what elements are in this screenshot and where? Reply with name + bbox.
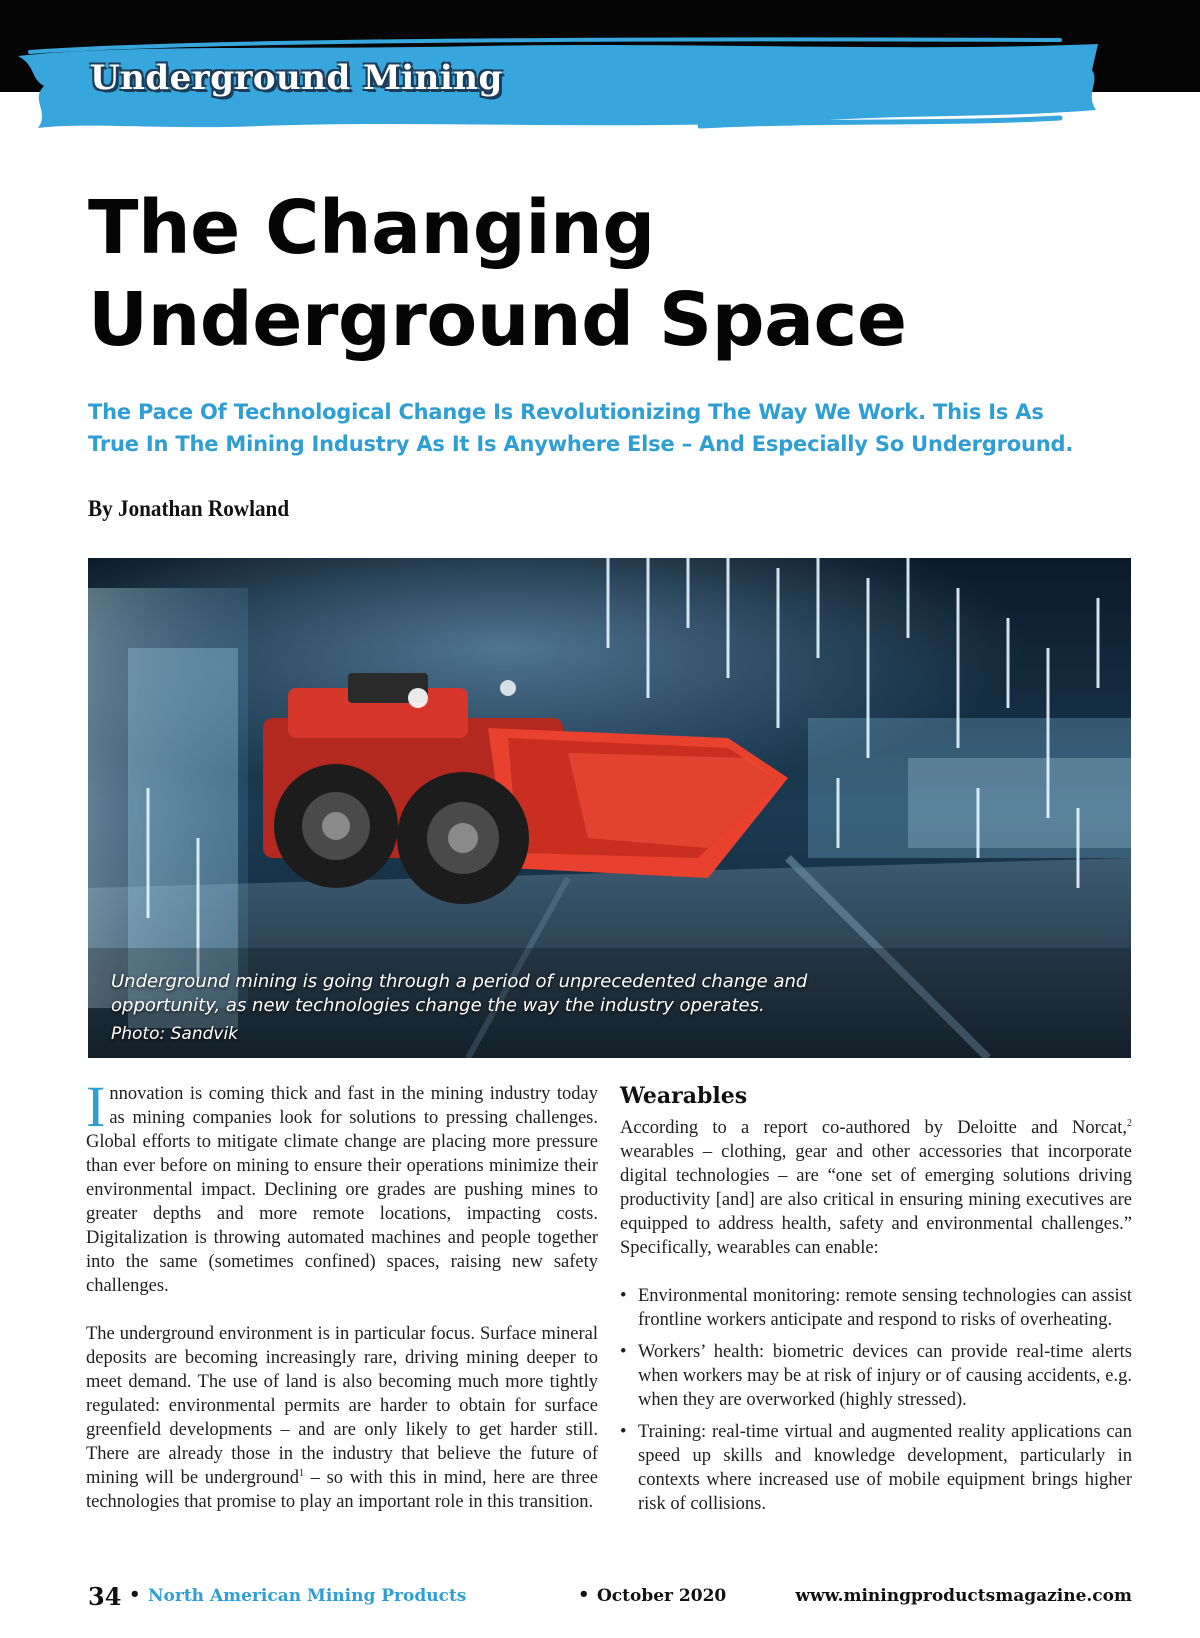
title-line-2: Underground Space xyxy=(88,277,907,363)
para-3-text: According to a report co-authored by Deloitte and Norcat, xyxy=(620,1118,1127,1138)
title-line-1: The Changing xyxy=(88,185,655,271)
section-label: Underground Mining xyxy=(90,58,503,98)
list-item: • Workers’ health: biometric devices can provide real-time alerts when workers may be at risk of injury or of causing accidents, e.g. when they are overworked (highly stressed). xyxy=(620,1340,1132,1412)
footnote-2: 2 xyxy=(1127,1117,1132,1129)
subtitle-line-2: True In The Mining Industry As It Is Anywhere Else – And Especially So Underground. xyxy=(88,432,1074,456)
para-1-text: nnovation is coming thick and fast in the mining industry today as mining companies look for solutions to pressing challenges. Global efforts to mitigate climate change are placing more pressure than ever before on mining to ensure their operations minimize their environmental impact. Declining ore grades are pushing mines to greater depths and more remote locations, impacting costs. Digitalization is throwing automated machines and people together into the same (sometimes confined) spaces, raising new safety challenges. xyxy=(86,1084,598,1296)
issue-date: October 2020 xyxy=(597,1586,727,1606)
subtitle-line-1: The Pace Of Technological Change Is Revolutionizing The Way We Work. This Is As xyxy=(88,400,1044,424)
photo-credit: Photo: Sandvik xyxy=(111,1024,239,1044)
byline: By Jonathan Rowland xyxy=(88,496,290,521)
photo-caption: Underground mining is going through a period of unprecedented change and opportunity, as new technologies change the way the industry operates. xyxy=(111,971,808,1016)
paragraph-3 xyxy=(620,1116,1132,1260)
para-2-end: – so with this in mind, here are three technologies that promise to play an important role in this transition. xyxy=(86,1468,598,1512)
article-subtitle xyxy=(88,396,1168,460)
page-footer xyxy=(88,1582,1132,1612)
right-column xyxy=(620,1082,1132,1524)
magazine-url: www.miningproductsmagazine.com xyxy=(795,1586,1132,1606)
footer-separator: • xyxy=(129,1584,141,1605)
list-item: • Environmental monitoring: remote sensing technologies can assist frontline workers anticipate and respond to risks of overheating. xyxy=(620,1284,1132,1332)
magazine-name: North American Mining Products xyxy=(148,1586,467,1606)
footnote-1: 1 xyxy=(298,1467,304,1479)
left-column xyxy=(86,1074,598,1538)
article-title xyxy=(88,182,1148,366)
intro-paragraph xyxy=(86,1074,598,1298)
list-item: • Training: real-time virtual and augmented reality applications can speed up skills and knowledge development, particularly in contexts where increased use of mobile equipment brings higher risk of collisions. xyxy=(620,1420,1132,1516)
para-2-text: The underground environment is in particular focus. Surface mineral deposits are becoming increasingly rare, driving mining deeper to meet demand. The use of land is also becoming much more tightly regulated: environmental permits are harder to obtain for surface greenfield developments – and are only likely to get harder still. There are already those in the industry that believe the future of mining will be underground xyxy=(86,1324,598,1488)
wearables-list xyxy=(620,1284,1132,1516)
para-3-end: wearables – clothing, gear and other accessories that incorporate digital technologies – are “one set of emerging solutions driving productivity [and] are also critical in ensuring mining executives are equipped to address health, safety and environmental challenges.” Specifically, wearables can enable: xyxy=(620,1142,1132,1258)
hero-photo xyxy=(88,558,1131,1058)
section-heading-wearables: Wearables xyxy=(620,1083,748,1109)
footer-separator: • xyxy=(578,1584,590,1605)
drop-cap: I xyxy=(86,1074,106,1139)
paragraph-2 xyxy=(86,1322,598,1514)
page-number: 34 xyxy=(88,1582,122,1611)
